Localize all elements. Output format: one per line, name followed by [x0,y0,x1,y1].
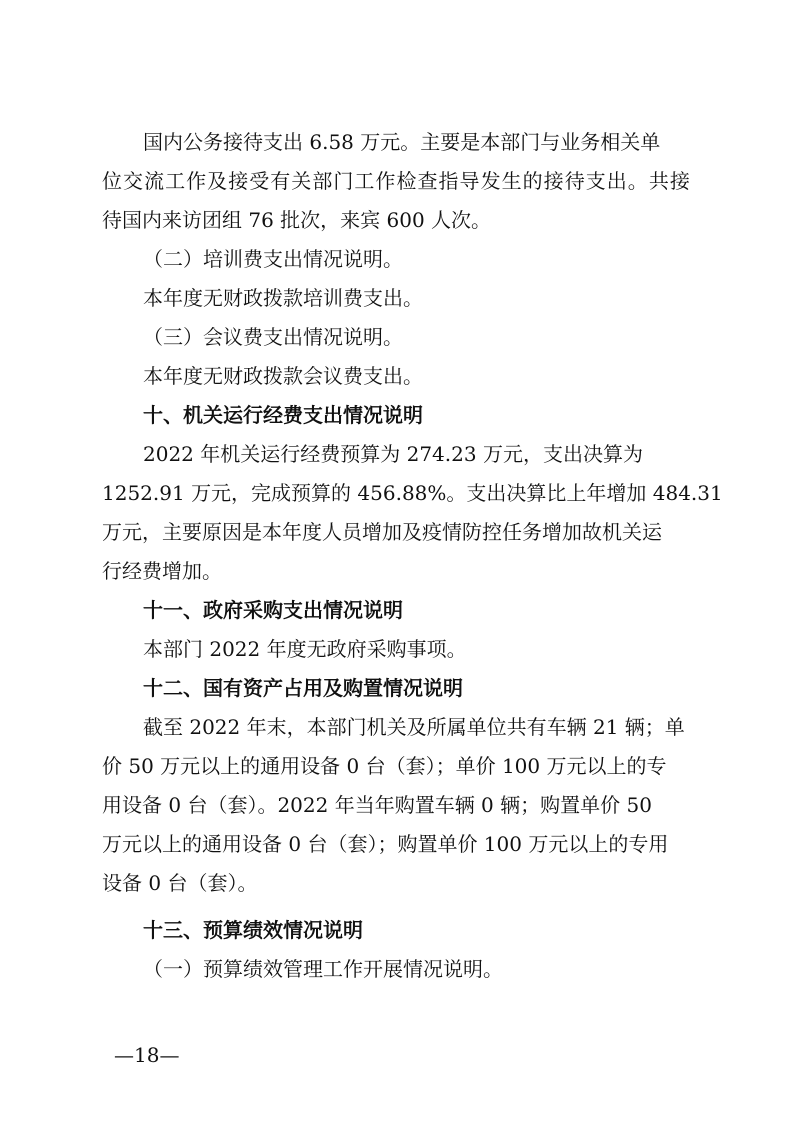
paragraph-line: 本部门 2022 年度无政府采购事项。 [143,637,467,661]
paragraph-line: 设备 0 台（套）。 [102,871,258,895]
section-heading: 十一、政府采购支出情况说明 [143,598,403,622]
subheading: （三）会议费支出情况说明。 [143,325,403,349]
page-number: —18— [114,1043,180,1067]
paragraph-line: 行经费增加。 [102,559,222,583]
paragraph-line: 待国内来访团组 76 批次，来宾 600 人次。 [102,208,492,232]
paragraph-line: 截至 2022 年末，本部门机关及所属单位共有车辆 21 辆；单 [143,715,685,739]
paragraph-line: 万元以上的通用设备 0 台（套）；购置单价 100 万元以上的专用 [102,832,669,856]
paragraph-line: 位 交 流 工 作 及 接 受 有 关 部 门 工 作 检 查 指 导 发 生 的 接 待 支 出 。 共 接 [102,169,690,193]
paragraph-line: 国内公务接待支出 6.58 万元。主要是本部门与业务相关单 [143,130,661,154]
paragraph-line: 2022 年机关运行经费预算为 274.23 万元，支出决算为 [143,442,643,466]
paragraph-line: 本年度无财政拨款会议费支出。 [143,364,423,388]
paragraph-line: 价 50 万元以上的通用设备 0 台（套）；单价 100 万元以上的专 [102,754,667,778]
subheading: （一）预算绩效管理工作开展情况说明。 [143,957,503,981]
subheading: （二）培训费支出情况说明。 [143,247,403,271]
paragraph-line: 万元，主要原因是本年度人员增加及疫情防控任务增加故机关运 [102,520,662,544]
section-heading: 十二、国有资产占用及购置情况说明 [143,676,463,700]
paragraph-line: 本年度无财政拨款培训费支出。 [143,286,423,310]
section-heading: 十三、预算绩效情况说明 [143,918,363,942]
section-heading: 十、机关运行经费支出情况说明 [143,403,423,427]
paragraph-line: 1252.91 万元，完成预算的 456.88%。支出决算比上年增加 484.31 [102,481,723,505]
paragraph-line: 用设备 0 台（套）。2022 年当年购置车辆 0 辆；购置单价 50 [102,793,652,817]
